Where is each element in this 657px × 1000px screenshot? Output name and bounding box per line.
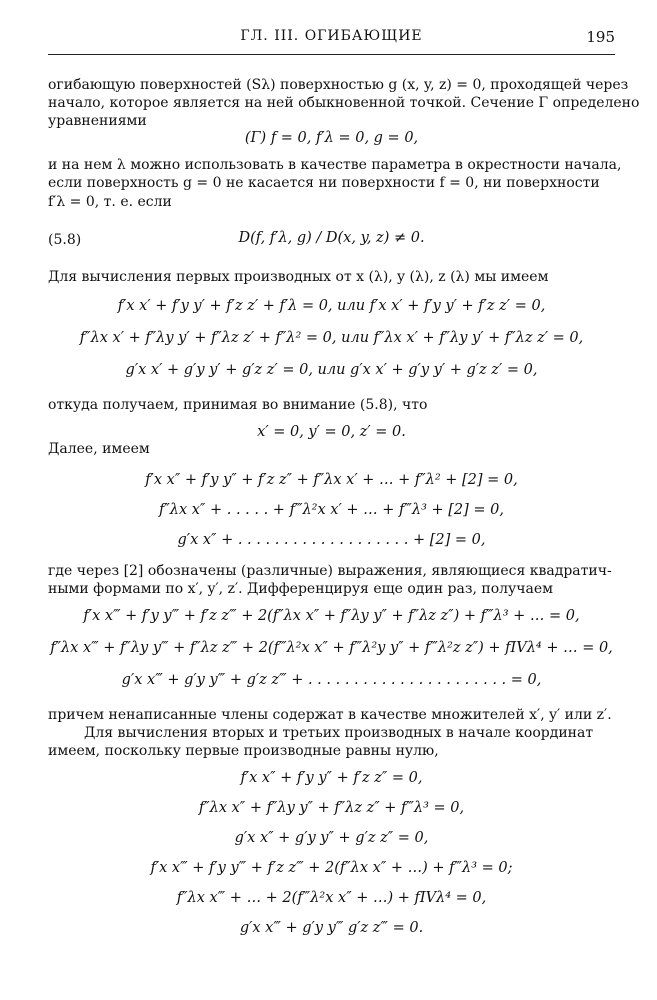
- text-line: причем ненаписанные члены содержат в качестве множителей x′, y′ или z′.: [48, 707, 612, 723]
- text-line: ными формами по x′, y′, z′. Дифференцируя еще один раз, получаем: [48, 581, 554, 597]
- page-number: 195: [586, 28, 615, 46]
- equation: f′x x″ + f′y y″ + f′z z″ + f″λx x′ + … + f″λ² + [2] = 0,: [145, 472, 518, 488]
- running-header: [48, 28, 615, 52]
- equation: g′x x‴ + g′y y‴ g′z z‴ = 0.: [239, 920, 424, 936]
- equation: f″λx x‴ + … + 2(f‴λ²x x″ + …) + fIVλ⁴ = 0,: [176, 890, 487, 906]
- equation: (Γ) f = 0, f′λ = 0, g = 0,: [244, 130, 419, 146]
- text-line: f′λ = 0, т. е. если: [48, 194, 172, 210]
- text-line: Далее, имеем: [48, 441, 150, 457]
- equation: f″λx x″ + f″λy y″ + f″λz z″ + f‴λ³ = 0,: [198, 800, 465, 816]
- equation-jacobian: D(f, f′λ, g) / D(x, y, z) ≠ 0.: [238, 230, 425, 246]
- text-line: откуда получаем, принимая во внимание (5.8), что: [48, 397, 428, 413]
- equation: g′x x‴ + g′y y‴ + g′z z‴ + . . . . . . . . . . . . . . . . . . . . . . = 0,: [121, 672, 542, 688]
- equation: x′ = 0, y′ = 0, z′ = 0.: [257, 424, 406, 440]
- header-rule: [48, 54, 615, 55]
- equation-label: (5.8): [48, 232, 82, 248]
- equation: g′x x′ + g′y y′ + g′z z′ = 0, или g′x x′ + g′y y′ + g′z z′ = 0,: [125, 362, 538, 378]
- equation: f′x x‴ + f′y y‴ + f′z z‴ + 2(f″λx x″ + …) + f‴λ³ = 0;: [150, 860, 513, 876]
- equation: f″λx x′ + f″λy y′ + f″λz z′ + f″λ² = 0, или f″λx x′ + f″λy y′ + f″λz z′ = 0,: [79, 330, 584, 346]
- text-line: начало, которое является на ней обыкновенной точкой. Сечение Γ определено: [48, 95, 640, 111]
- text-line: где через [2] обозначены (различные) выражения, являющиеся квадратич-: [48, 563, 612, 579]
- equation: g′x x″ + . . . . . . . . . . . . . . . . . . . + [2] = 0,: [177, 532, 486, 548]
- equation: f′x x‴ + f′y y‴ + f′z z‴ + 2(f″λx x″ + f″λy y″ + f″λz z″) + f‴λ³ + … = 0,: [83, 608, 580, 624]
- text-line: если поверхность g = 0 не касается ни поверхности f = 0, ни поверхности: [48, 175, 600, 191]
- equation: g′x x″ + g′y y″ + g′z z″ = 0,: [234, 830, 429, 846]
- equation: f′x x′ + f′y y′ + f′z z′ + f′λ = 0, или f′x x′ + f′y y′ + f′z z′ = 0,: [117, 298, 546, 314]
- text-line: Для вычисления первых производных от x (λ), y (λ), z (λ) мы имеем: [48, 269, 549, 285]
- text-line: имеем, поскольку первые производные равны нулю,: [48, 743, 439, 759]
- equation: f″λx x″ + . . . . . + f‴λ²x x′ + … + f‴λ³ + [2] = 0,: [159, 502, 504, 518]
- equation: f″λx x‴ + f″λy y‴ + f″λz z‴ + 2(f‴λ²x x″ + f‴λ²y y″ + f‴λ²z z″) + fIVλ⁴ + … = 0,: [50, 640, 613, 656]
- text-line: и на нем λ можно использовать в качестве параметра в окрестности начала,: [48, 157, 622, 173]
- text-line: Для вычисления вторых и третьих производных в начале координат: [84, 725, 594, 741]
- text-line: уравнениями: [48, 113, 147, 129]
- equation: f′x x″ + f′y y″ + f′z z″ = 0,: [240, 770, 423, 786]
- text-line: огибающую поверхностей (Sλ) поверхностью g (x, y, z) = 0, проходящей через: [48, 77, 629, 93]
- chapter-title: ГЛ. III. ОГИБАЮЩИЕ: [240, 28, 423, 44]
